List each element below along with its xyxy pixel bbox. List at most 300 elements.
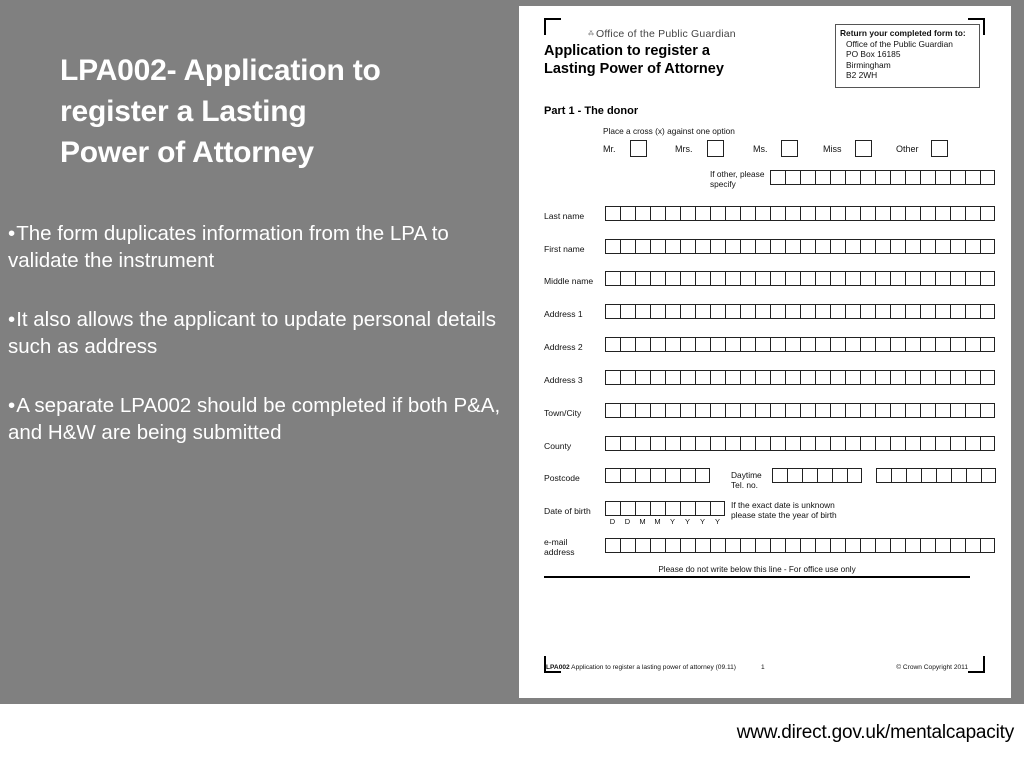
- character-box[interactable]: [980, 239, 995, 254]
- character-box[interactable]: [800, 370, 815, 385]
- character-box-strip[interactable]: [605, 403, 995, 418]
- title-option-checkbox[interactable]: [855, 140, 872, 157]
- character-box[interactable]: [860, 436, 875, 451]
- character-box[interactable]: [890, 337, 905, 352]
- character-box[interactable]: [890, 403, 905, 418]
- character-box-strip[interactable]: [770, 170, 995, 185]
- character-box[interactable]: [920, 206, 935, 221]
- character-box-strip[interactable]: [605, 239, 995, 254]
- character-box[interactable]: [950, 271, 965, 286]
- character-box[interactable]: [890, 239, 905, 254]
- character-box[interactable]: [980, 271, 995, 286]
- character-box[interactable]: [875, 337, 890, 352]
- character-box[interactable]: [905, 271, 920, 286]
- character-box[interactable]: [875, 170, 890, 185]
- character-box[interactable]: [920, 403, 935, 418]
- character-box[interactable]: [620, 468, 635, 483]
- character-box[interactable]: [710, 239, 725, 254]
- character-box[interactable]: [680, 436, 695, 451]
- character-box[interactable]: [695, 337, 710, 352]
- character-box[interactable]: [605, 271, 620, 286]
- list-item-text: A separate LPA002 should be completed if both P&A, and H&W are being submitted: [8, 394, 501, 444]
- character-box[interactable]: [650, 538, 665, 553]
- character-box[interactable]: [710, 501, 725, 516]
- character-box[interactable]: [605, 304, 620, 319]
- character-box[interactable]: [740, 239, 755, 254]
- character-box[interactable]: [920, 304, 935, 319]
- character-box[interactable]: [695, 206, 710, 221]
- character-box[interactable]: [920, 337, 935, 352]
- character-box[interactable]: [920, 538, 935, 553]
- character-box[interactable]: [935, 304, 950, 319]
- character-box[interactable]: [860, 206, 875, 221]
- character-box[interactable]: [680, 370, 695, 385]
- character-box[interactable]: [665, 370, 680, 385]
- character-box[interactable]: [860, 370, 875, 385]
- character-box[interactable]: [860, 239, 875, 254]
- character-box[interactable]: [905, 304, 920, 319]
- field-label: Address 1: [544, 309, 583, 319]
- character-box[interactable]: [635, 538, 650, 553]
- character-box[interactable]: [951, 468, 966, 483]
- character-box[interactable]: [845, 304, 860, 319]
- character-box[interactable]: [695, 538, 710, 553]
- character-box[interactable]: [680, 501, 695, 516]
- character-box[interactable]: [860, 538, 875, 553]
- character-box[interactable]: [800, 271, 815, 286]
- character-box[interactable]: [635, 468, 650, 483]
- character-box[interactable]: [860, 271, 875, 286]
- character-box[interactable]: [965, 239, 980, 254]
- character-box[interactable]: [921, 468, 936, 483]
- character-box[interactable]: [650, 501, 665, 516]
- character-box[interactable]: [815, 170, 830, 185]
- character-box[interactable]: [830, 403, 845, 418]
- character-box[interactable]: [860, 170, 875, 185]
- character-box[interactable]: [620, 436, 635, 451]
- character-box[interactable]: [650, 370, 665, 385]
- character-box[interactable]: [891, 468, 906, 483]
- character-box[interactable]: [920, 370, 935, 385]
- character-box[interactable]: [680, 206, 695, 221]
- character-box[interactable]: [802, 468, 817, 483]
- character-box[interactable]: [605, 501, 620, 516]
- character-box[interactable]: [620, 337, 635, 352]
- character-box[interactable]: [785, 239, 800, 254]
- character-box[interactable]: [620, 304, 635, 319]
- character-box[interactable]: [695, 436, 710, 451]
- character-box[interactable]: [635, 370, 650, 385]
- character-box[interactable]: [980, 304, 995, 319]
- character-box[interactable]: [710, 206, 725, 221]
- character-box[interactable]: [935, 370, 950, 385]
- character-box[interactable]: [830, 436, 845, 451]
- character-box[interactable]: [650, 239, 665, 254]
- character-box-strip[interactable]: [605, 271, 995, 286]
- character-box[interactable]: [905, 337, 920, 352]
- character-box[interactable]: [965, 538, 980, 553]
- character-box[interactable]: [770, 403, 785, 418]
- character-box[interactable]: [620, 501, 635, 516]
- character-box[interactable]: [740, 538, 755, 553]
- character-box[interactable]: [785, 304, 800, 319]
- character-box[interactable]: [740, 436, 755, 451]
- character-box[interactable]: [755, 271, 770, 286]
- character-box[interactable]: [890, 436, 905, 451]
- character-box[interactable]: [755, 436, 770, 451]
- character-box[interactable]: [845, 436, 860, 451]
- character-box-strip[interactable]: [605, 206, 995, 221]
- character-box[interactable]: [650, 304, 665, 319]
- character-box[interactable]: [860, 337, 875, 352]
- character-box[interactable]: [935, 436, 950, 451]
- character-box[interactable]: [710, 538, 725, 553]
- character-box[interactable]: [740, 337, 755, 352]
- character-box[interactable]: [605, 468, 620, 483]
- character-box[interactable]: [605, 403, 620, 418]
- character-box[interactable]: [740, 206, 755, 221]
- character-box-strip[interactable]: [605, 436, 995, 451]
- character-box[interactable]: [950, 538, 965, 553]
- character-box[interactable]: [695, 239, 710, 254]
- character-box[interactable]: [935, 239, 950, 254]
- character-box[interactable]: [785, 337, 800, 352]
- character-box[interactable]: [875, 403, 890, 418]
- character-box[interactable]: [815, 337, 830, 352]
- character-box[interactable]: [875, 304, 890, 319]
- character-box[interactable]: [965, 337, 980, 352]
- character-box[interactable]: [815, 370, 830, 385]
- character-box[interactable]: [920, 239, 935, 254]
- character-box[interactable]: [620, 370, 635, 385]
- character-box[interactable]: [800, 239, 815, 254]
- character-box[interactable]: [815, 206, 830, 221]
- character-box[interactable]: [936, 468, 951, 483]
- character-box[interactable]: [665, 337, 680, 352]
- character-box[interactable]: [785, 436, 800, 451]
- character-box[interactable]: [650, 206, 665, 221]
- character-box[interactable]: [830, 239, 845, 254]
- character-box[interactable]: [755, 206, 770, 221]
- character-box[interactable]: [800, 337, 815, 352]
- character-box[interactable]: [620, 538, 635, 553]
- character-box[interactable]: [830, 170, 845, 185]
- character-box[interactable]: [845, 170, 860, 185]
- character-box[interactable]: [665, 468, 680, 483]
- character-box[interactable]: [665, 239, 680, 254]
- character-box-strip[interactable]: [876, 468, 996, 483]
- character-box[interactable]: [695, 501, 710, 516]
- character-box[interactable]: [980, 170, 995, 185]
- character-box[interactable]: [710, 403, 725, 418]
- character-box[interactable]: [905, 538, 920, 553]
- character-box[interactable]: [770, 304, 785, 319]
- character-box[interactable]: [605, 538, 620, 553]
- character-box[interactable]: [770, 538, 785, 553]
- character-box[interactable]: [800, 206, 815, 221]
- character-box-strip[interactable]: [605, 501, 725, 516]
- character-box[interactable]: [905, 403, 920, 418]
- character-box[interactable]: [770, 170, 785, 185]
- character-box[interactable]: [770, 337, 785, 352]
- character-box[interactable]: [845, 370, 860, 385]
- character-box[interactable]: [725, 304, 740, 319]
- character-box[interactable]: [755, 538, 770, 553]
- character-box[interactable]: [847, 468, 862, 483]
- character-box[interactable]: [981, 468, 996, 483]
- character-box[interactable]: [785, 370, 800, 385]
- character-box[interactable]: [695, 304, 710, 319]
- character-box[interactable]: [785, 170, 800, 185]
- character-box[interactable]: [935, 271, 950, 286]
- character-box[interactable]: [845, 206, 860, 221]
- character-box[interactable]: [665, 271, 680, 286]
- character-box[interactable]: [755, 304, 770, 319]
- character-box[interactable]: [665, 538, 680, 553]
- character-box[interactable]: [710, 271, 725, 286]
- character-box[interactable]: [920, 271, 935, 286]
- character-box[interactable]: [800, 403, 815, 418]
- character-box-strip[interactable]: [605, 337, 995, 352]
- character-box[interactable]: [605, 436, 620, 451]
- title-option-checkbox[interactable]: [781, 140, 798, 157]
- character-box[interactable]: [980, 370, 995, 385]
- character-box[interactable]: [725, 403, 740, 418]
- character-box[interactable]: [665, 403, 680, 418]
- character-box[interactable]: [740, 304, 755, 319]
- character-box[interactable]: [740, 403, 755, 418]
- character-box[interactable]: [650, 468, 665, 483]
- character-box[interactable]: [665, 436, 680, 451]
- character-box[interactable]: [787, 468, 802, 483]
- character-box[interactable]: [635, 501, 650, 516]
- character-box[interactable]: [935, 403, 950, 418]
- character-box[interactable]: [815, 436, 830, 451]
- character-box[interactable]: [830, 271, 845, 286]
- character-box-strip[interactable]: [772, 468, 862, 483]
- character-box[interactable]: [875, 538, 890, 553]
- character-box[interactable]: [830, 370, 845, 385]
- character-box[interactable]: [680, 337, 695, 352]
- character-box[interactable]: [935, 538, 950, 553]
- character-box[interactable]: [890, 206, 905, 221]
- character-box[interactable]: [980, 436, 995, 451]
- character-box[interactable]: [906, 468, 921, 483]
- character-box[interactable]: [815, 403, 830, 418]
- character-box[interactable]: [966, 468, 981, 483]
- character-box[interactable]: [920, 170, 935, 185]
- title-option-checkbox[interactable]: [707, 140, 724, 157]
- character-box[interactable]: [890, 370, 905, 385]
- character-box[interactable]: [665, 304, 680, 319]
- character-box[interactable]: [785, 271, 800, 286]
- character-box[interactable]: [725, 271, 740, 286]
- title-option-checkbox[interactable]: [630, 140, 647, 157]
- character-box[interactable]: [710, 370, 725, 385]
- character-box[interactable]: [665, 206, 680, 221]
- character-box[interactable]: [815, 304, 830, 319]
- character-box[interactable]: [725, 337, 740, 352]
- character-box-strip[interactable]: [605, 468, 710, 483]
- character-box[interactable]: [800, 304, 815, 319]
- character-box[interactable]: [965, 271, 980, 286]
- character-box[interactable]: [710, 304, 725, 319]
- character-box[interactable]: [890, 538, 905, 553]
- character-box[interactable]: [965, 370, 980, 385]
- character-box-strip[interactable]: [605, 370, 995, 385]
- character-box[interactable]: [875, 436, 890, 451]
- character-box[interactable]: [950, 370, 965, 385]
- character-box-strip[interactable]: [605, 538, 995, 553]
- character-box[interactable]: [905, 370, 920, 385]
- character-box[interactable]: [800, 436, 815, 451]
- character-box[interactable]: [817, 468, 832, 483]
- character-box[interactable]: [770, 239, 785, 254]
- character-box[interactable]: [635, 239, 650, 254]
- character-box[interactable]: [950, 436, 965, 451]
- character-box[interactable]: [950, 403, 965, 418]
- character-box[interactable]: [980, 403, 995, 418]
- character-box[interactable]: [830, 206, 845, 221]
- character-box[interactable]: [950, 304, 965, 319]
- character-box[interactable]: [665, 501, 680, 516]
- character-box[interactable]: [635, 304, 650, 319]
- character-box[interactable]: [695, 271, 710, 286]
- character-box[interactable]: [605, 206, 620, 221]
- character-box[interactable]: [980, 206, 995, 221]
- character-box[interactable]: [980, 337, 995, 352]
- character-box[interactable]: [620, 206, 635, 221]
- character-box[interactable]: [710, 337, 725, 352]
- character-box[interactable]: [950, 170, 965, 185]
- character-box[interactable]: [635, 337, 650, 352]
- character-box[interactable]: [875, 271, 890, 286]
- character-box[interactable]: [772, 468, 787, 483]
- character-box[interactable]: [680, 468, 695, 483]
- character-box[interactable]: [680, 271, 695, 286]
- character-box[interactable]: [755, 403, 770, 418]
- character-box[interactable]: [905, 436, 920, 451]
- character-box[interactable]: [950, 337, 965, 352]
- character-box[interactable]: [635, 271, 650, 286]
- character-box[interactable]: [695, 468, 710, 483]
- character-box[interactable]: [815, 538, 830, 553]
- character-box[interactable]: [650, 436, 665, 451]
- character-box[interactable]: [785, 206, 800, 221]
- character-box[interactable]: [890, 304, 905, 319]
- character-box[interactable]: [740, 370, 755, 385]
- character-box[interactable]: [695, 403, 710, 418]
- character-box[interactable]: [905, 206, 920, 221]
- character-box[interactable]: [680, 538, 695, 553]
- character-box[interactable]: [785, 403, 800, 418]
- character-box[interactable]: [876, 468, 891, 483]
- character-box[interactable]: [920, 436, 935, 451]
- character-box[interactable]: [965, 436, 980, 451]
- character-box[interactable]: [845, 239, 860, 254]
- character-box[interactable]: [965, 304, 980, 319]
- character-box[interactable]: [635, 436, 650, 451]
- character-box[interactable]: [770, 370, 785, 385]
- character-box[interactable]: [635, 206, 650, 221]
- character-box[interactable]: [845, 403, 860, 418]
- character-box[interactable]: [965, 403, 980, 418]
- character-box[interactable]: [905, 170, 920, 185]
- character-box[interactable]: [680, 239, 695, 254]
- character-box[interactable]: [830, 538, 845, 553]
- character-box[interactable]: [800, 170, 815, 185]
- character-box[interactable]: [755, 239, 770, 254]
- character-box[interactable]: [725, 206, 740, 221]
- character-box[interactable]: [605, 337, 620, 352]
- character-box[interactable]: [890, 271, 905, 286]
- character-box[interactable]: [620, 239, 635, 254]
- character-box[interactable]: [620, 403, 635, 418]
- character-box[interactable]: [725, 436, 740, 451]
- character-box[interactable]: [770, 436, 785, 451]
- character-box[interactable]: [830, 304, 845, 319]
- character-box[interactable]: [860, 403, 875, 418]
- character-box[interactable]: [680, 403, 695, 418]
- character-box[interactable]: [950, 206, 965, 221]
- character-box[interactable]: [875, 239, 890, 254]
- character-box[interactable]: [830, 337, 845, 352]
- character-box[interactable]: [650, 403, 665, 418]
- title-option-checkbox[interactable]: [931, 140, 948, 157]
- form-footer-copyright: © Crown Copyright 2011: [896, 664, 968, 671]
- character-box[interactable]: [980, 538, 995, 553]
- character-box[interactable]: [860, 304, 875, 319]
- character-box[interactable]: [695, 370, 710, 385]
- character-box[interactable]: [815, 239, 830, 254]
- character-box[interactable]: [815, 271, 830, 286]
- character-box[interactable]: [875, 370, 890, 385]
- character-box[interactable]: [935, 206, 950, 221]
- character-box[interactable]: [965, 206, 980, 221]
- character-box[interactable]: [650, 271, 665, 286]
- character-box[interactable]: [710, 436, 725, 451]
- character-box[interactable]: [755, 337, 770, 352]
- character-box[interactable]: [845, 337, 860, 352]
- character-box[interactable]: [605, 370, 620, 385]
- character-box[interactable]: [725, 538, 740, 553]
- character-box[interactable]: [755, 370, 770, 385]
- character-box[interactable]: [620, 271, 635, 286]
- character-box[interactable]: [680, 304, 695, 319]
- character-box[interactable]: [935, 337, 950, 352]
- character-box[interactable]: [905, 239, 920, 254]
- character-box[interactable]: [605, 239, 620, 254]
- character-box[interactable]: [800, 538, 815, 553]
- character-box[interactable]: [740, 271, 755, 286]
- character-box[interactable]: [890, 170, 905, 185]
- character-box[interactable]: [785, 538, 800, 553]
- character-box[interactable]: [875, 206, 890, 221]
- character-box[interactable]: [725, 370, 740, 385]
- character-box[interactable]: [965, 170, 980, 185]
- character-box[interactable]: [635, 403, 650, 418]
- character-box[interactable]: [845, 538, 860, 553]
- character-box[interactable]: [650, 337, 665, 352]
- character-box[interactable]: [725, 239, 740, 254]
- character-box-strip[interactable]: [605, 304, 995, 319]
- character-box[interactable]: [950, 239, 965, 254]
- character-box[interactable]: [845, 271, 860, 286]
- character-box[interactable]: [832, 468, 847, 483]
- character-box[interactable]: [770, 206, 785, 221]
- character-box[interactable]: [770, 271, 785, 286]
- character-box[interactable]: [935, 170, 950, 185]
